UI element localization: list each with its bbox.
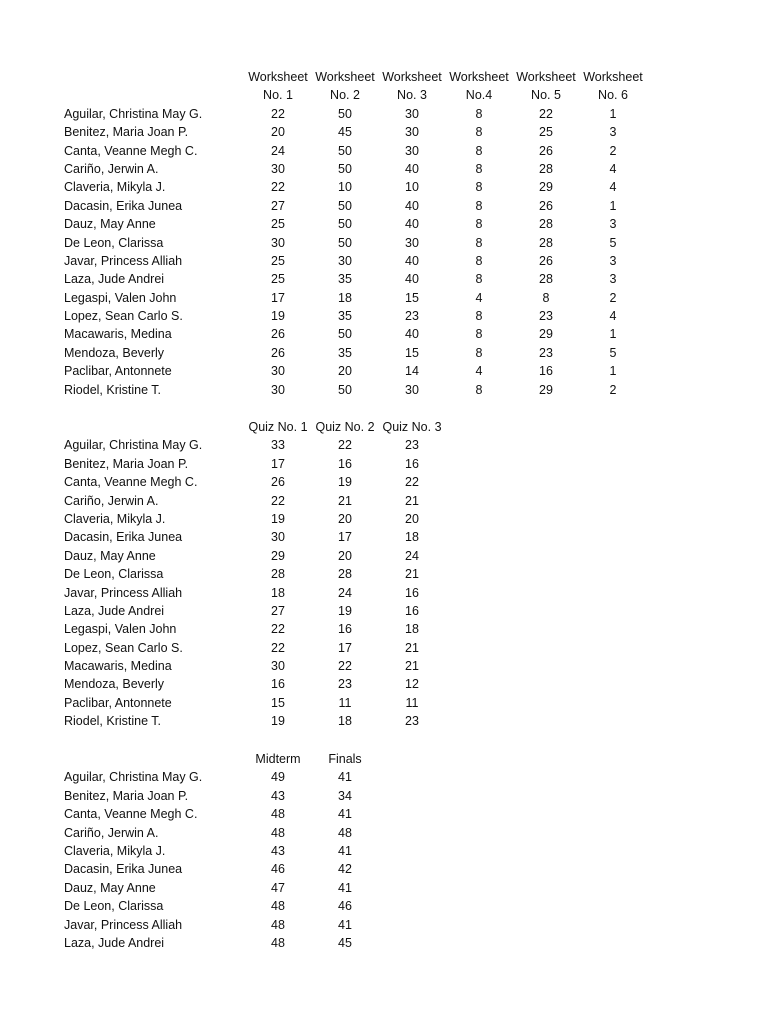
table-row (0, 712, 768, 730)
score-cell: 16 (539, 364, 553, 379)
score-cell: 48 (271, 917, 285, 932)
student-name: Legaspi, Valen John (64, 290, 177, 305)
table-row (0, 675, 768, 693)
score-cell: 23 (405, 438, 419, 453)
score-cell: 27 (271, 198, 285, 213)
score-cell: 11 (405, 695, 419, 710)
score-cell: 43 (271, 788, 285, 803)
score-cell: 18 (405, 622, 419, 637)
score-cell: 8 (475, 253, 483, 268)
table-row (0, 252, 768, 270)
table-row (0, 620, 768, 638)
score-cell: 8 (475, 309, 483, 324)
score-cell: 40 (405, 198, 419, 213)
column-header (311, 68, 379, 105)
score-cell: 4 (475, 364, 483, 379)
score-cell: 16 (405, 456, 419, 471)
score-cell: 48 (271, 935, 285, 950)
score-cell: 25 (271, 253, 285, 268)
score-cell: 50 (338, 161, 352, 176)
student-name: Mendoza, Beverly (64, 345, 165, 360)
worksheets-table (0, 68, 768, 399)
table-row (0, 455, 768, 473)
student-name: Javar, Princess Alliah (64, 917, 183, 932)
score-cell: 28 (271, 567, 285, 582)
score-cell: 50 (338, 106, 352, 121)
student-name: Cariño, Jerwin A. (64, 825, 159, 840)
table-row (0, 787, 768, 805)
table-row (0, 215, 768, 233)
student-name: Aguilar, Christina May G. (64, 438, 203, 453)
column-header: Quiz No. 3 (382, 420, 442, 434)
score-cell: 48 (271, 825, 285, 840)
table-row (0, 528, 768, 546)
score-cell: 45 (338, 935, 352, 950)
column-header: Quiz No. 1 (248, 420, 308, 434)
score-cell: 22 (338, 438, 352, 453)
score-cell: 16 (405, 585, 419, 600)
score-cell: 40 (405, 161, 419, 176)
score-cell: 22 (271, 493, 285, 508)
score-cell: 30 (271, 659, 285, 674)
score-cell: 8 (475, 106, 483, 121)
student-name: Javar, Princess Alliah (64, 253, 183, 268)
score-cell: 34 (338, 788, 352, 803)
score-cell: 46 (338, 899, 352, 914)
student-name: Dauz, May Anne (64, 880, 156, 895)
score-cell: 21 (405, 640, 419, 655)
score-cell: 17 (271, 290, 285, 305)
score-cell: 8 (475, 161, 483, 176)
score-cell: 10 (405, 180, 419, 195)
score-cell: 8 (475, 198, 483, 213)
table-row (0, 584, 768, 602)
score-cell: 30 (338, 253, 352, 268)
score-cell: 21 (405, 567, 419, 582)
score-cell: 24 (405, 548, 419, 563)
table-row (0, 105, 768, 123)
score-cell: 8 (475, 382, 483, 397)
score-cell: 41 (338, 843, 352, 858)
score-cell: 18 (338, 714, 352, 729)
student-name: Claveria, Mikyla J. (64, 511, 166, 526)
score-cell: 4 (609, 180, 617, 195)
score-cell: 41 (338, 807, 352, 822)
table-row (0, 123, 768, 141)
score-cell: 16 (271, 677, 285, 692)
student-name: Dauz, May Anne (64, 217, 156, 232)
score-cell: 1 (609, 106, 617, 121)
score-cell: 4 (609, 161, 617, 176)
student-name: Benitez, Maria Joan P. (64, 788, 189, 803)
student-name: De Leon, Clarissa (64, 567, 164, 582)
score-cell: 22 (271, 640, 285, 655)
score-cell: 16 (338, 456, 352, 471)
score-cell: 23 (405, 309, 419, 324)
score-cell: 25 (271, 272, 285, 287)
score-cell: 40 (405, 217, 419, 232)
score-cell: 41 (338, 880, 352, 895)
student-name: Aguilar, Christina May G. (64, 106, 203, 121)
score-cell: 21 (338, 493, 352, 508)
table-row (0, 344, 768, 362)
score-cell: 2 (609, 290, 617, 305)
student-name: Riodel, Kristine T. (64, 714, 162, 729)
score-cell: 50 (338, 327, 352, 342)
score-cell: 29 (271, 548, 285, 563)
score-cell: 27 (271, 603, 285, 618)
table-row (0, 289, 768, 307)
table-row (0, 473, 768, 491)
table-row (0, 639, 768, 657)
score-cell: 22 (338, 659, 352, 674)
score-cell: 21 (405, 493, 419, 508)
score-cell: 8 (475, 327, 483, 342)
score-cell: 30 (271, 235, 285, 250)
table-row (0, 307, 768, 325)
table-row (0, 234, 768, 252)
score-cell: 30 (271, 161, 285, 176)
score-cell: 19 (271, 309, 285, 324)
score-cell: 18 (271, 585, 285, 600)
score-cell: 29 (539, 180, 553, 195)
score-cell: 17 (338, 530, 352, 545)
column-header-line: Worksheet (583, 70, 643, 84)
score-cell: 35 (338, 309, 352, 324)
column-header (378, 68, 446, 105)
score-cell: 28 (539, 161, 553, 176)
score-cell: 3 (609, 125, 617, 140)
score-cell: 20 (271, 125, 285, 140)
column-header-line: Worksheet (315, 70, 375, 84)
score-cell: 1 (609, 327, 617, 342)
student-name: Lopez, Sean Carlo S. (64, 640, 183, 655)
score-cell: 41 (338, 917, 352, 932)
score-cell: 3 (609, 253, 617, 268)
score-cell: 30 (271, 382, 285, 397)
student-name: Legaspi, Valen John (64, 622, 177, 637)
header-row (0, 750, 768, 768)
score-cell: 22 (271, 180, 285, 195)
score-cell: 24 (271, 143, 285, 158)
score-cell: 1 (609, 364, 617, 379)
table-row (0, 270, 768, 288)
table-row (0, 916, 768, 934)
score-cell: 25 (539, 125, 553, 140)
score-cell: 15 (405, 345, 419, 360)
score-cell: 25 (271, 217, 285, 232)
student-name: Dacasin, Erika Junea (64, 198, 183, 213)
score-cell: 48 (338, 825, 352, 840)
table-row (0, 362, 768, 380)
score-cell: 48 (271, 807, 285, 822)
student-name: Dauz, May Anne (64, 548, 156, 563)
score-cell: 26 (539, 143, 553, 158)
score-cell: 8 (475, 345, 483, 360)
score-cell: 50 (338, 198, 352, 213)
score-cell: 20 (338, 364, 352, 379)
score-cell: 30 (271, 530, 285, 545)
table-row (0, 547, 768, 565)
score-cell: 24 (338, 585, 352, 600)
score-cell: 40 (405, 272, 419, 287)
score-cell: 28 (539, 235, 553, 250)
score-cell: 16 (405, 603, 419, 618)
column-header (244, 68, 312, 105)
score-cell: 28 (338, 567, 352, 582)
score-cell: 8 (542, 290, 550, 305)
student-name: De Leon, Clarissa (64, 899, 164, 914)
score-cell: 19 (271, 511, 285, 526)
score-cell: 30 (405, 382, 419, 397)
score-cell: 29 (539, 327, 553, 342)
score-cell: 1 (609, 198, 617, 213)
score-cell: 12 (405, 677, 419, 692)
table-row (0, 897, 768, 915)
score-cell: 40 (405, 253, 419, 268)
student-name: Riodel, Kristine T. (64, 382, 162, 397)
column-header: Midterm (255, 752, 301, 766)
table-row (0, 805, 768, 823)
column-header-line: No. 1 (263, 88, 293, 103)
score-cell: 3 (609, 217, 617, 232)
score-cell: 19 (338, 603, 352, 618)
score-cell: 48 (271, 899, 285, 914)
score-cell: 23 (405, 714, 419, 729)
column-header (512, 68, 580, 105)
column-header: Quiz No. 2 (315, 420, 375, 434)
score-cell: 35 (338, 272, 352, 287)
score-cell: 17 (271, 456, 285, 471)
quizzes-table (0, 418, 768, 731)
score-cell: 35 (338, 345, 352, 360)
table-row (0, 860, 768, 878)
table-row (0, 565, 768, 583)
score-cell: 50 (338, 235, 352, 250)
column-header (445, 68, 513, 105)
student-name: Laza, Jude Andrei (64, 935, 165, 950)
score-cell: 26 (539, 198, 553, 213)
score-cell: 20 (338, 511, 352, 526)
score-cell: 50 (338, 382, 352, 397)
score-cell: 23 (539, 345, 553, 360)
score-cell: 20 (405, 511, 419, 526)
score-cell: 23 (338, 677, 352, 692)
score-cell: 26 (271, 475, 285, 490)
score-cell: 8 (475, 217, 483, 232)
score-cell: 18 (338, 290, 352, 305)
score-cell: 46 (271, 862, 285, 877)
score-cell: 30 (405, 106, 419, 121)
student-name: De Leon, Clarissa (64, 235, 164, 250)
score-cell: 15 (405, 290, 419, 305)
score-cell: 20 (338, 548, 352, 563)
student-name: Laza, Jude Andrei (64, 603, 165, 618)
score-cell: 19 (338, 475, 352, 490)
score-cell: 10 (338, 180, 352, 195)
student-name: Macawaris, Medina (64, 659, 172, 674)
student-name: Lopez, Sean Carlo S. (64, 309, 183, 324)
column-header: Finals (328, 752, 362, 766)
score-cell: 41 (338, 770, 352, 785)
table-row (0, 510, 768, 528)
score-cell: 33 (271, 438, 285, 453)
score-cell: 22 (271, 106, 285, 121)
score-cell: 8 (475, 180, 483, 195)
table-row (0, 694, 768, 712)
column-header-line: Worksheet (449, 70, 509, 84)
student-name: Canta, Veanne Megh C. (64, 143, 198, 158)
score-cell: 5 (609, 345, 617, 360)
student-name: Dacasin, Erika Junea (64, 530, 183, 545)
header-row (0, 68, 768, 105)
score-cell: 8 (475, 272, 483, 287)
table-row (0, 178, 768, 196)
score-cell: 14 (405, 364, 419, 379)
column-header-line: No.4 (465, 88, 493, 103)
score-cell: 19 (271, 714, 285, 729)
student-name: Cariño, Jerwin A. (64, 493, 159, 508)
score-cell: 45 (338, 125, 352, 140)
score-cell: 23 (539, 309, 553, 324)
score-cell: 17 (338, 640, 352, 655)
column-header-line: Worksheet (382, 70, 442, 84)
student-name: Benitez, Maria Joan P. (64, 456, 189, 471)
score-cell: 50 (338, 143, 352, 158)
score-cell: 22 (405, 475, 419, 490)
score-cell: 26 (539, 253, 553, 268)
table-row (0, 325, 768, 343)
table-row (0, 657, 768, 675)
student-name: Javar, Princess Alliah (64, 585, 183, 600)
student-name: Canta, Veanne Megh C. (64, 807, 198, 822)
column-header (579, 68, 647, 105)
score-cell: 40 (405, 327, 419, 342)
student-name: Dacasin, Erika Junea (64, 862, 183, 877)
score-cell: 2 (609, 382, 617, 397)
score-cell: 28 (539, 217, 553, 232)
student-name: Paclibar, Antonnete (64, 364, 172, 379)
table-row (0, 879, 768, 897)
column-header-line: Worksheet (516, 70, 576, 84)
student-name: Canta, Veanne Megh C. (64, 475, 198, 490)
score-cell: 8 (475, 235, 483, 250)
score-cell: 2 (609, 143, 617, 158)
column-header-line: No. 3 (397, 88, 427, 103)
score-cell: 4 (475, 290, 483, 305)
table-row (0, 842, 768, 860)
score-cell: 30 (405, 125, 419, 140)
exams-table (0, 750, 768, 952)
score-cell: 26 (271, 327, 285, 342)
student-name: Claveria, Mikyla J. (64, 180, 166, 195)
table-row (0, 142, 768, 160)
column-header-line: Worksheet (248, 70, 308, 84)
table-row (0, 934, 768, 952)
score-cell: 22 (271, 622, 285, 637)
table-row (0, 436, 768, 454)
table-row (0, 492, 768, 510)
score-cell: 4 (609, 309, 617, 324)
score-cell: 50 (338, 217, 352, 232)
student-name: Paclibar, Antonnete (64, 695, 172, 710)
score-cell: 47 (271, 880, 285, 895)
score-cell: 30 (271, 364, 285, 379)
student-name: Cariño, Jerwin A. (64, 161, 159, 176)
student-name: Laza, Jude Andrei (64, 272, 165, 287)
column-header-line: No. 6 (598, 88, 628, 103)
score-cell: 18 (405, 530, 419, 545)
score-cell: 30 (405, 143, 419, 158)
student-name: Aguilar, Christina May G. (64, 770, 203, 785)
score-cell: 8 (475, 143, 483, 158)
table-row (0, 197, 768, 215)
score-cell: 22 (539, 106, 553, 121)
table-row (0, 768, 768, 786)
score-cell: 3 (609, 272, 617, 287)
table-row (0, 381, 768, 399)
score-cell: 15 (271, 695, 285, 710)
score-cell: 5 (609, 235, 617, 250)
score-cell: 26 (271, 345, 285, 360)
table-row (0, 160, 768, 178)
student-name: Claveria, Mikyla J. (64, 843, 166, 858)
score-cell: 8 (475, 125, 483, 140)
student-name: Mendoza, Beverly (64, 677, 165, 692)
column-header-line: No. 2 (330, 88, 360, 103)
table-row (0, 824, 768, 842)
student-name: Benitez, Maria Joan P. (64, 125, 189, 140)
score-cell: 11 (338, 695, 352, 710)
score-cell: 30 (405, 235, 419, 250)
score-cell: 49 (271, 770, 285, 785)
score-cell: 43 (271, 843, 285, 858)
score-cell: 16 (338, 622, 352, 637)
score-cell: 28 (539, 272, 553, 287)
column-header-line: No. 5 (531, 88, 561, 103)
score-cell: 42 (338, 862, 352, 877)
header-row (0, 418, 768, 436)
table-row (0, 602, 768, 620)
score-cell: 29 (539, 382, 553, 397)
student-name: Macawaris, Medina (64, 327, 172, 342)
score-cell: 21 (405, 659, 419, 674)
